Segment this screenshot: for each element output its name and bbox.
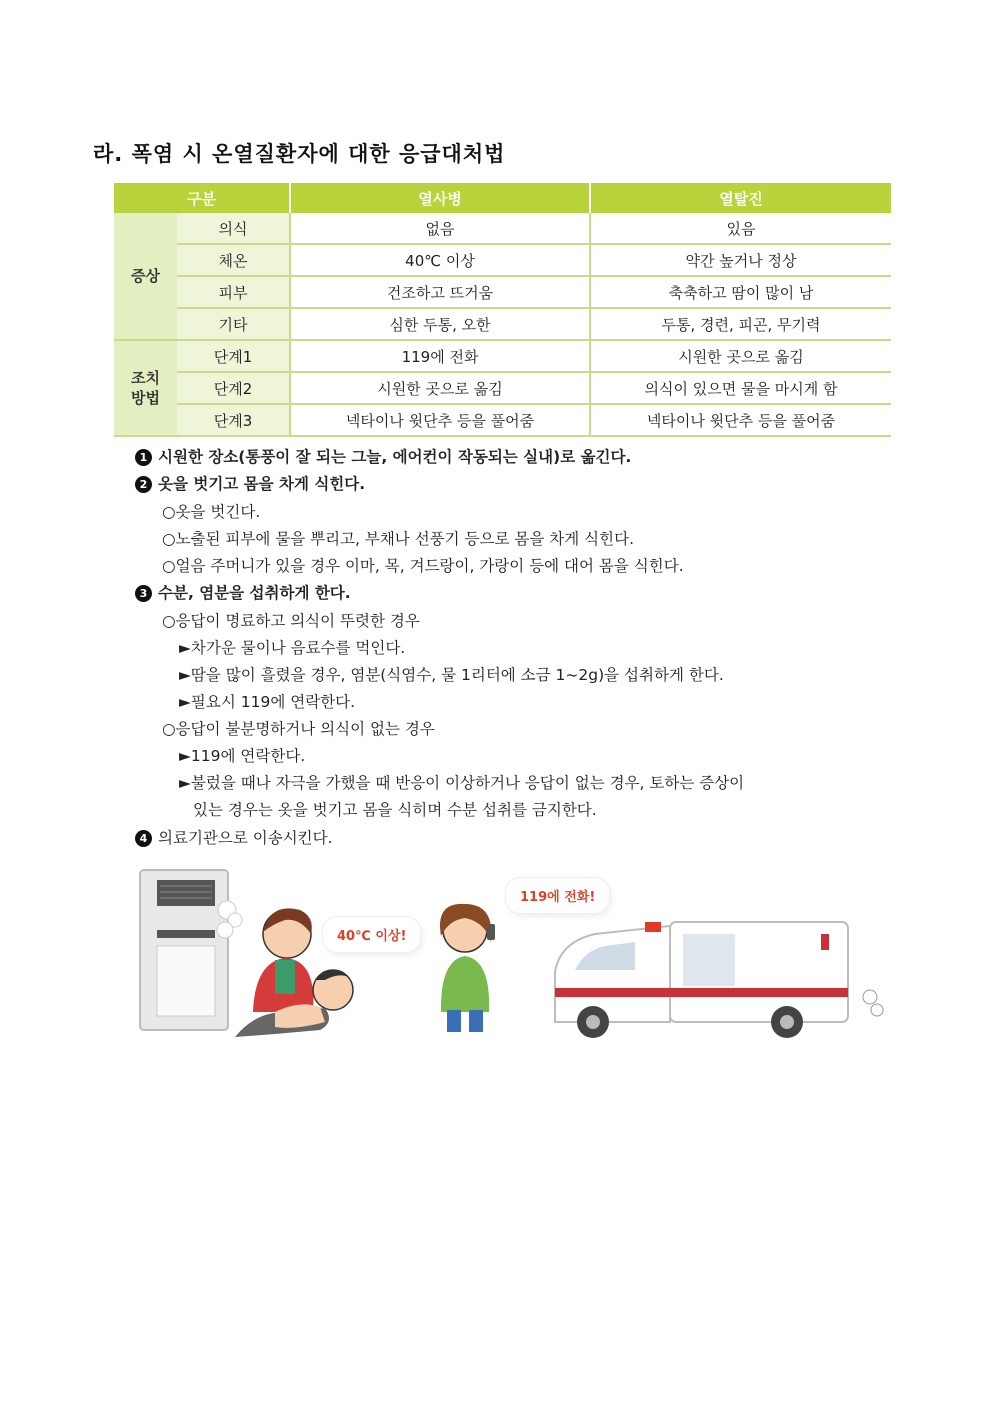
woman-calling-icon	[440, 904, 495, 1032]
cell-heatstroke: 심한 두통, 오한	[290, 308, 590, 340]
group-symptoms: 증상	[114, 213, 177, 340]
table-row	[114, 308, 891, 340]
air-conditioner-icon	[140, 870, 242, 1030]
list-item: ○노출된 피부에 물을 뿌리고, 부채나 선풍기 등으로 몸을 차게 식힌다.	[162, 530, 634, 548]
list-item: ○응답이 불분명하거나 의식이 없는 경우	[162, 720, 435, 738]
row-item: 단계2	[177, 372, 290, 404]
step-3: 3 수분, 염분을 섭취하게 한다.	[135, 581, 351, 603]
cell-heatstroke: 시원한 곳으로 옮김	[290, 372, 590, 404]
list-item: ►차가운 물이나 음료수를 먹인다.	[179, 639, 406, 657]
ambulance-icon	[555, 922, 883, 1038]
section-heading: 라. 폭염 시 온열질환자에 대한 응급대처법	[93, 142, 506, 166]
table-row	[114, 404, 891, 436]
row-item: 단계1	[177, 340, 290, 372]
cell-exhaustion: 있음	[590, 213, 891, 244]
table-row	[114, 213, 891, 244]
list-item: ►땀을 많이 흘렸을 경우, 염분(식염수, 물 1리터에 소금 1~2g)을 섭취하게 한다.	[179, 666, 724, 684]
step-number-badge: 1	[135, 449, 152, 466]
cell-heatstroke: 건조하고 뜨거움	[290, 276, 590, 308]
row-item: 의식	[177, 213, 290, 244]
group-measures: 조치 방법	[114, 340, 177, 436]
table-row	[114, 372, 891, 404]
step-number-badge: 3	[135, 585, 152, 602]
row-item: 단계3	[177, 404, 290, 436]
list-item: ►필요시 119에 연락한다.	[179, 693, 356, 711]
bubble-call-119: 119에 전화!	[506, 878, 609, 913]
cell-heatstroke: 119에 전화	[290, 340, 590, 372]
table-header-row	[114, 183, 891, 213]
cell-exhaustion: 시원한 곳으로 옮김	[590, 340, 891, 372]
cell-exhaustion: 약간 높거나 정상	[590, 244, 891, 276]
cell-exhaustion: 축축하고 땀이 많이 남	[590, 276, 891, 308]
step-number-badge: 2	[135, 476, 152, 493]
list-item: 있는 경우는 옷을 벗기고 몸을 식히며 수분 섭취를 금지한다.	[193, 801, 597, 819]
list-item: ►119에 연락한다.	[179, 747, 306, 765]
row-item: 피부	[177, 276, 290, 308]
header-category: 구분	[114, 183, 290, 213]
header-heat-exhaustion: 열탈진	[590, 183, 891, 213]
table-row	[114, 244, 891, 276]
step-4: 4 의료기관으로 이송시킨다.	[135, 826, 333, 848]
list-item: ○응답이 명료하고 의식이 뚜렷한 경우	[162, 612, 420, 630]
cell-heatstroke: 없음	[290, 213, 590, 244]
cell-exhaustion: 넥타이나 윗단추 등을 풀어줌	[590, 404, 891, 436]
bubble-temperature: 40℃ 이상!	[323, 917, 420, 952]
caregiver-icon	[253, 908, 313, 1012]
row-item: 체온	[177, 244, 290, 276]
step-number-badge: 4	[135, 830, 152, 847]
step-1: 1 시원한 장소(통풍이 잘 되는 그늘, 에어컨이 작동되는 실내)로 옮긴다.	[135, 445, 631, 467]
list-item: ○옷을 벗긴다.	[162, 503, 261, 521]
header-heatstroke: 열사병	[290, 183, 590, 213]
table-row	[114, 340, 891, 372]
row-item: 기타	[177, 308, 290, 340]
cell-heatstroke: 40℃ 이상	[290, 244, 590, 276]
step-2: 2 옷을 벗기고 몸을 차게 식힌다.	[135, 472, 365, 494]
cell-exhaustion: 의식이 있으면 물을 마시게 함	[590, 372, 891, 404]
cell-heatstroke: 넥타이나 윗단추 등을 풀어줌	[290, 404, 590, 436]
list-item: ►불렀을 때나 자극을 가했을 때 반응이 이상하거나 응답이 없는 경우, 토하는 증상이	[179, 774, 745, 792]
heat-illness-table	[114, 183, 891, 437]
list-item: ○얼음 주머니가 있을 경우 이마, 목, 겨드랑이, 가랑이 등에 대어 몸을 식힌다.	[162, 557, 684, 575]
cell-exhaustion: 두통, 경련, 피곤, 무기력	[590, 308, 891, 340]
first-aid-illustration	[135, 862, 885, 1047]
table-row	[114, 276, 891, 308]
